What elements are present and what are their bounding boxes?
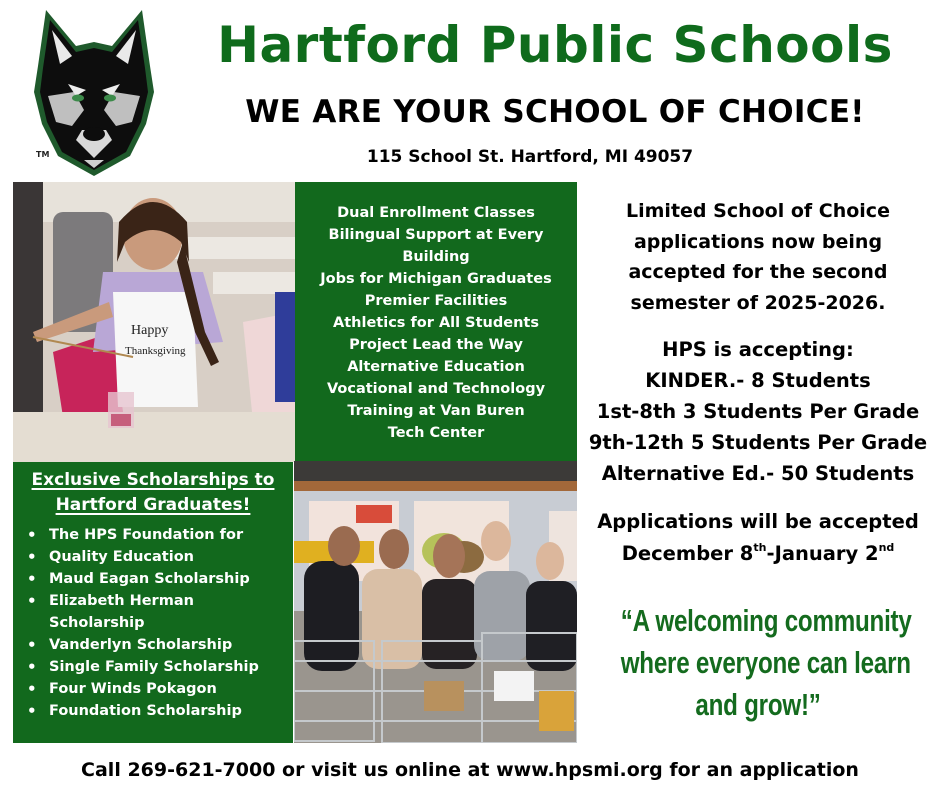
students-with-shopping-carts-photo xyxy=(294,461,577,743)
scholarship-item: • Vanderlyn Scholarship xyxy=(25,634,285,656)
intro-line: semester of 2025-2026. xyxy=(630,291,886,314)
capacity-line: Alternative Ed.- 50 Students xyxy=(601,462,915,485)
intro-line: applications now being xyxy=(633,230,883,253)
feature-item: Athletics for All Students xyxy=(333,315,539,331)
scholarships-heading: Exclusive Scholarships to xyxy=(31,470,275,490)
scholarship-item: • The HPS Foundation for xyxy=(25,524,285,546)
svg-text:Happy: Happy xyxy=(131,323,169,338)
girl-thanksgiving-apron-photo xyxy=(13,182,295,462)
scholarship-item: • Elizabeth Herman xyxy=(25,590,285,612)
school-address: 115 School St. Hartford, MI 49057 xyxy=(366,147,694,167)
scholarship-item: • Foundation Scholarship xyxy=(25,700,285,722)
scholarship-item: • Maud Eagan Scholarship xyxy=(25,568,285,590)
capacity-line: 9th-12th 5 Students Per Grade xyxy=(588,431,928,454)
feature-item: Dual Enrollment Classes xyxy=(337,205,535,221)
end-date: January 2 xyxy=(774,542,879,565)
intro-line: Limited School of Choice xyxy=(626,200,890,222)
date-separator: - xyxy=(766,542,775,565)
page-title: Hartford Public Schools xyxy=(217,16,893,74)
page-subtitle: WE ARE YOUR SCHOOL OF CHOICE! xyxy=(245,94,865,130)
feature-item: Jobs for Michigan Graduates xyxy=(320,271,552,287)
trademark-mark: TM xyxy=(36,150,50,159)
feature-item: Vocational and Technology xyxy=(326,381,546,397)
contact-footer: Call 269-621-7000 or visit us online at www.hpsmi.org for an application xyxy=(81,759,859,781)
scholarships-list xyxy=(21,524,285,722)
capacity-line: 1st-8th 3 Students Per Grade xyxy=(596,400,920,423)
feature-item: Alternative Education xyxy=(347,359,525,375)
application-dates xyxy=(582,506,934,570)
svg-text:Thanksgiving: Thanksgiving xyxy=(125,345,186,357)
scholarships-panel xyxy=(13,462,293,743)
community-quote xyxy=(620,600,912,726)
feature-item: Premier Facilities xyxy=(364,293,508,309)
enrollment-capacity-section xyxy=(582,334,934,489)
feature-item: Tech Center xyxy=(387,425,485,441)
accepting-heading: HPS is accepting: xyxy=(662,338,854,361)
scholarship-item: • Four Winds Pokagon xyxy=(25,678,285,700)
scholarship-item: • Single Family Scholarship xyxy=(25,656,285,678)
feature-item: Project Lead the Way xyxy=(349,337,523,353)
quote-line: “A welcoming community xyxy=(620,603,912,638)
intro-line: accepted for the second xyxy=(628,261,888,283)
quote-line: where everyone can learn xyxy=(620,645,911,680)
scholarships-heading: Hartford Graduates! xyxy=(55,495,251,515)
end-date-suffix: nd xyxy=(878,541,895,554)
feature-item: Building xyxy=(402,249,470,265)
scholarship-item: • Quality Education xyxy=(25,546,285,568)
features-list-panel xyxy=(295,182,577,462)
feature-item: Training at Van Buren xyxy=(347,403,525,419)
start-date-suffix: th xyxy=(753,541,767,554)
quote-line: and grow!” xyxy=(695,687,821,722)
feature-item: Bilingual Support at Every xyxy=(328,227,544,243)
start-date: December 8 xyxy=(621,542,754,565)
scholarship-item-continued: Scholarship xyxy=(49,615,145,631)
dates-heading: Applications will be accepted xyxy=(597,510,919,533)
date-range xyxy=(582,538,934,570)
application-intro-text xyxy=(582,196,934,318)
capacity-line: KINDER.- 8 Students xyxy=(645,369,871,392)
